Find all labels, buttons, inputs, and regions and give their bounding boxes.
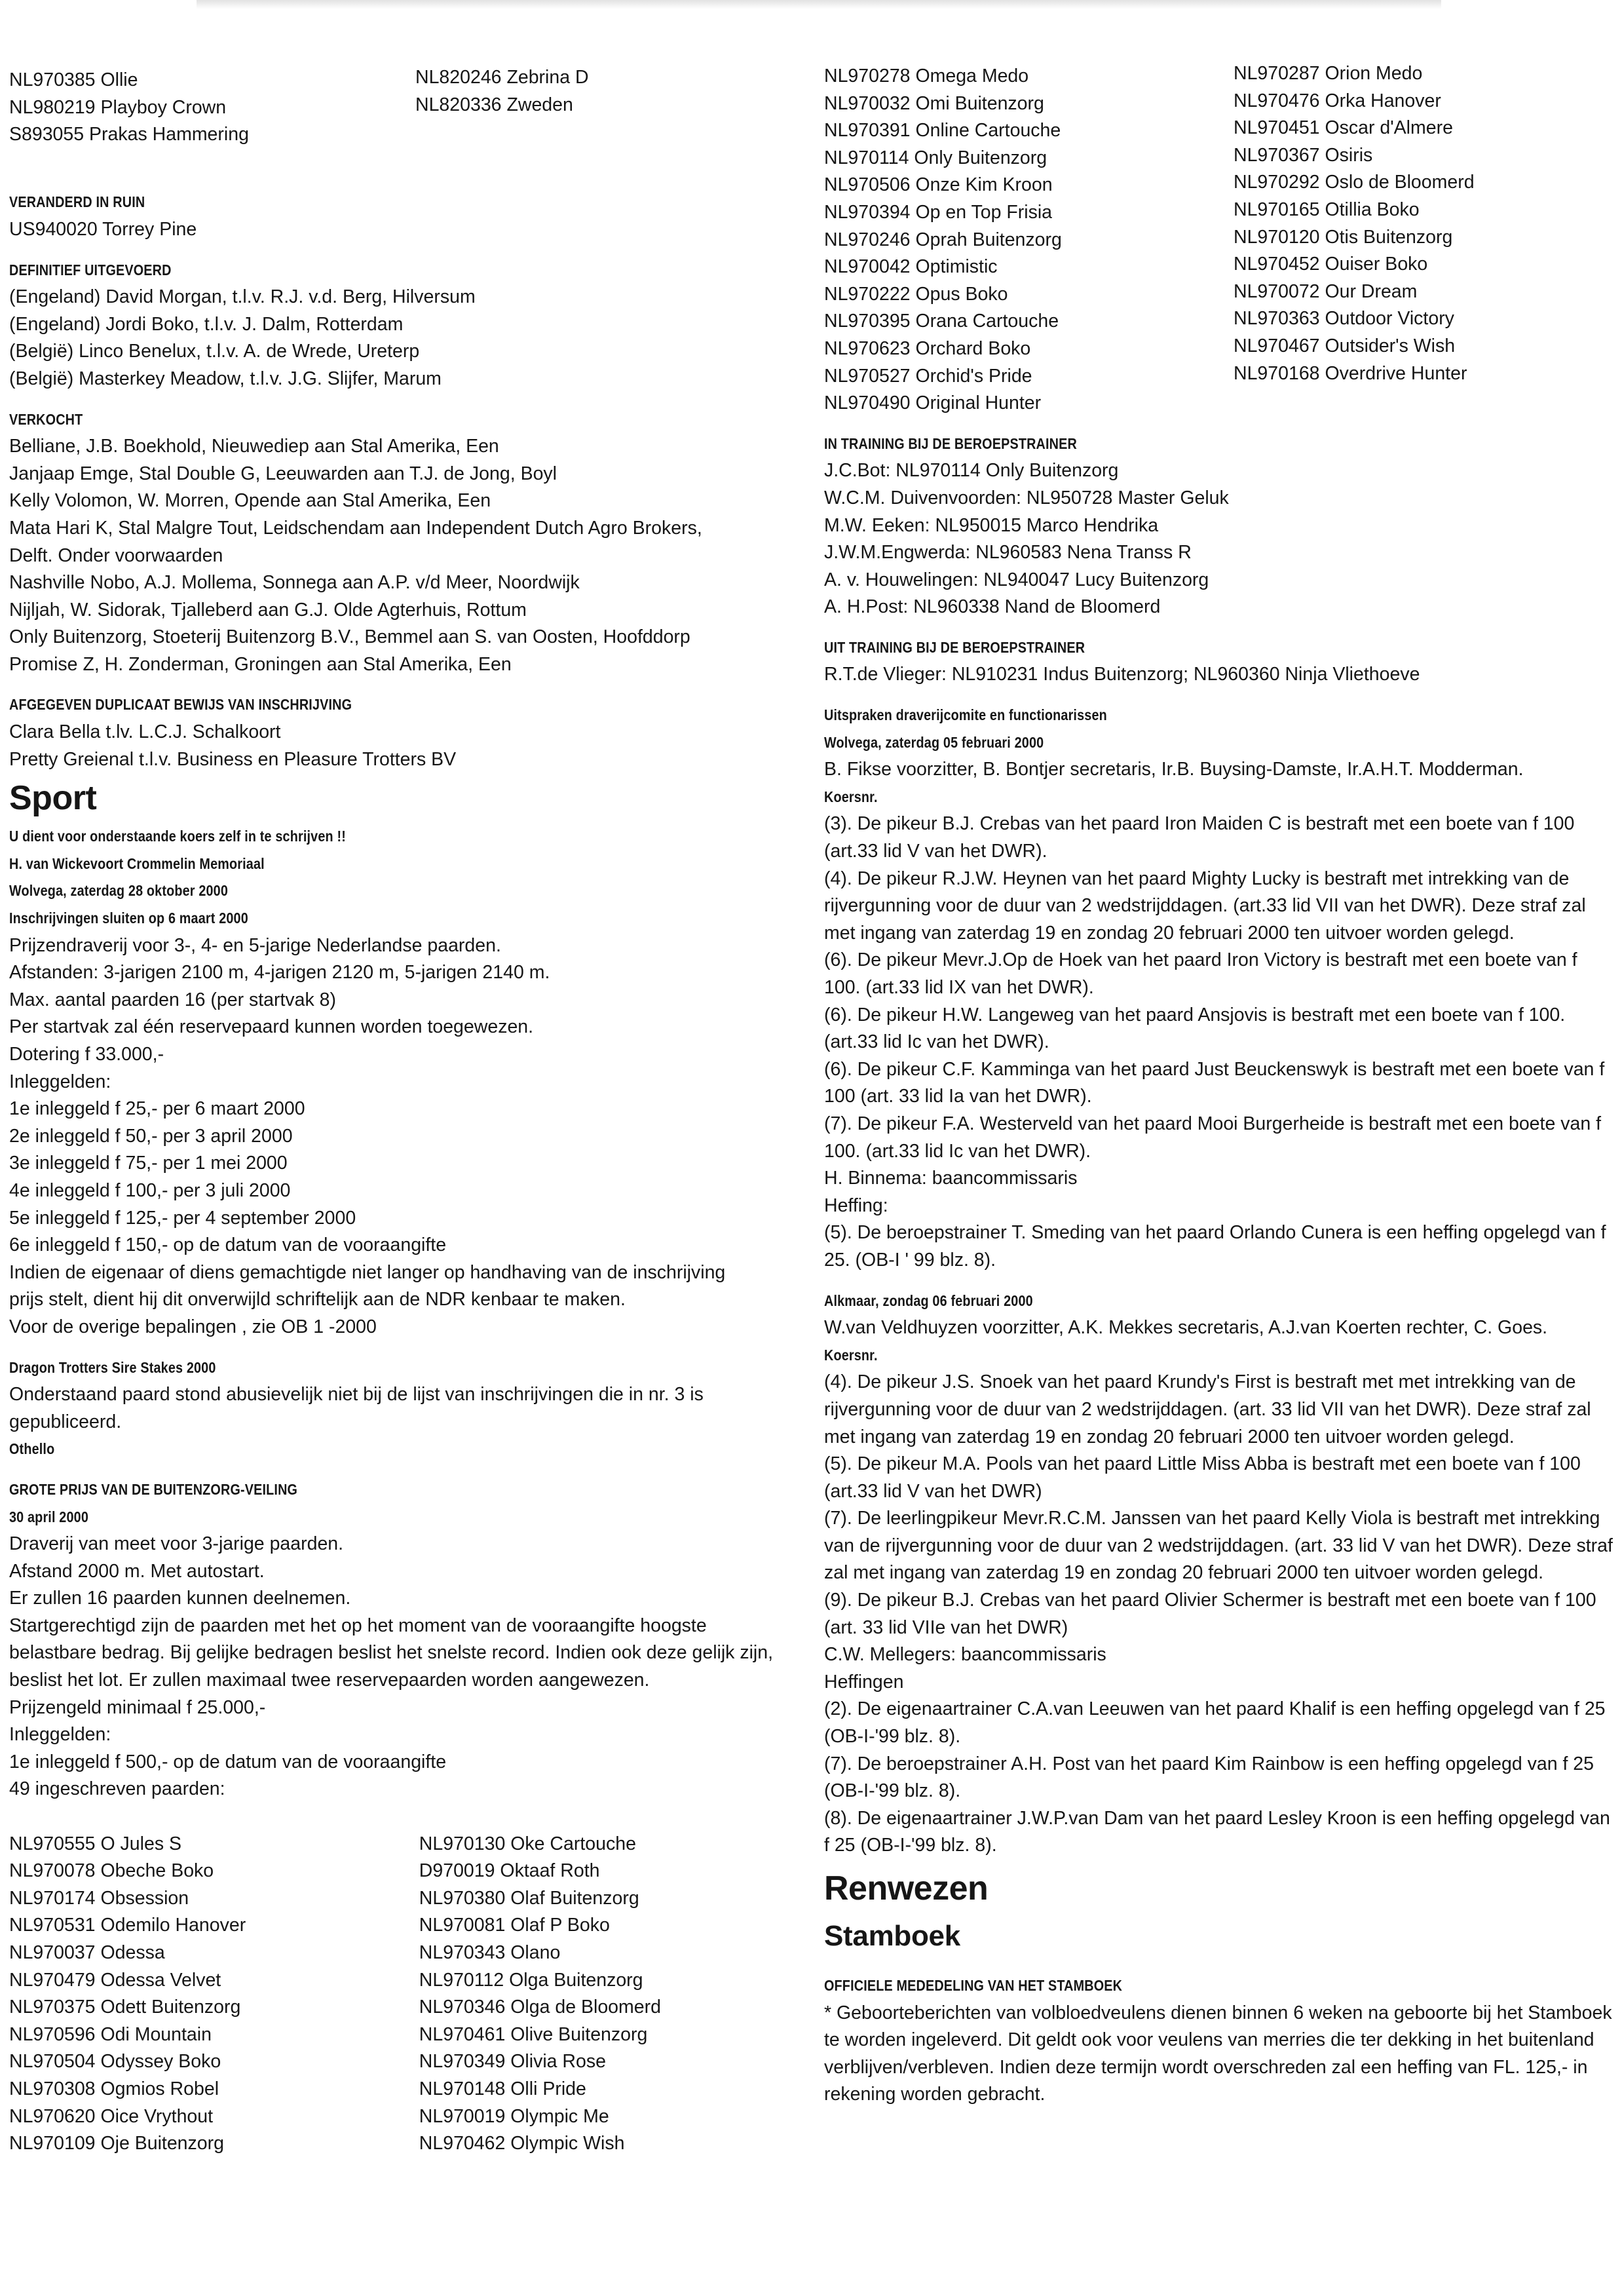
list-item: (Engeland) David Morgan, t.l.v. R.J. v.d. Berg, Hilversum [9,286,476,308]
list-item: NL970287 Orion Medo [1234,63,1423,84]
list-item: NL970346 Olga de Bloomerd [419,1997,661,2018]
renwezen-title: Renwezen [824,1869,989,1907]
text-line: Indien de eigenaar of diens gemachtigde niet langer op handhaving van de inschrijving [9,1261,726,1283]
list-item: Clara Bella t.lv. L.C.J. Schalkoort [9,721,281,743]
list-item: NL970490 Original Hunter [824,392,1042,414]
text-line: Voor de overige bepalingen , zie OB 1 -2000 [9,1316,377,1337]
list-item: NL970019 Olympic Me [419,2105,609,2127]
ruling: (4). De pikeur R.J.W. Heynen van het paard Mighty Lucky is bestraft met intrekking van de rijvergunning voor de duur van 2 wedstrijddagen. (art.33 lid VII van het DWR). Deze straf zal met ingang van zaterdag 19 en zondag 20 februari 2000 ten uitvoer worden gelegd. [824,868,1586,944]
race-title: GROTE PRIJS VAN DE BUITENZORG-VEILING [9,1480,298,1498]
scan-top-shadow [197,0,1441,9]
list-item: Only Buitenzorg, Stoeterij Buitenzorg B.V., Bemmel aan S. van Oosten, Hoofddorp [9,626,690,648]
ruling: (5). De pikeur M.A. Pools van het paard Little Miss Abba is bestraft met een boete van f 100 (art.33 lid V van het DWR) [824,1453,1581,1502]
list-item: NL970385 Ollie [9,69,138,90]
list-item: R.T.de Vlieger: NL910231 Indus Buitenzorg; NL960360 Ninja Vliethoeve [824,664,1420,685]
text-line: Afstanden: 3-jarigen 2100 m, 4-jarigen 2120 m, 5-jarigen 2140 m. [9,962,550,984]
ruling: (6). De pikeur H.W. Langeweg van het paard Ansjovis is bestraft met een boete van f 100. (art.33 lid Ic van het DWR). [824,1004,1566,1053]
list-item: NL970479 Odessa Velvet [9,1969,221,1991]
list-item: Promise Z, H. Zonderman, Groningen aan Stal Amerika, Een [9,653,512,675]
list-item: S893055 Prakas Hammering [9,124,249,145]
list-item: US940020 Torrey Pine [9,218,197,240]
list-item: NL970292 Oslo de Bloomerd [1234,172,1475,193]
list-item: A. v. Houwelingen: NL940047 Lucy Buitenzorg [824,569,1209,590]
list-item: NL970308 Ogmios Robel [9,2078,219,2099]
list-item: NL970375 Odett Buitenzorg [9,1997,241,2018]
text-line: 3e inleggeld f 75,- per 1 mei 2000 [9,1153,288,1174]
text-line: Prijzengeld minimaal f 25.000,- [9,1696,266,1718]
text-line: 4e inleggeld f 100,- per 3 juli 2000 [9,1179,291,1201]
list-item: NL970112 Olga Buitenzorg [419,1969,643,1991]
list-item: NL970467 Outsider's Wish [1234,335,1456,356]
ruling: (6). De pikeur C.F. Kamminga van het paard Just Beuckenswyk is bestraft met een boete van f 100 (art. 33 lid Ia van het DWR). [824,1058,1605,1107]
paragraph: Onderstaand paard stond abusievelijk niet bij de lijst van inschrijvingen die in nr. 3 is gepubliceerd. [9,1384,704,1432]
list-item: M.W. Eeken: NL950015 Marco Hendrika [824,514,1159,536]
list-item: Pretty Greienal t.l.v. Business en Pleasure Trotters BV [9,748,457,770]
list-item: NL970452 Ouiser Boko [1234,254,1428,275]
koersnr-label: Koersnr. [824,1346,878,1364]
section-heading: VERANDERD IN RUIN [9,193,145,211]
commissaris: H. Binnema: baancommissaris [824,1168,1078,1189]
list-item: NL820336 Zweden [415,94,573,115]
list-item: Nashville Nobo, A.J. Mollema, Sonnega aan A.P. v/d Meer, Noordwijk [9,572,580,594]
ruling: (7). De beroepstrainer A.H. Post van het paard Kim Rainbow is een heffing opgelegd van f 25 (OB-I-'99 blz. 8). [824,1753,1594,1802]
ruling: (5). De beroepstrainer T. Smeding van het paard Orlando Cunera is een heffing opgelegd van f 25. (OB-I ' 99 blz. 8). [824,1222,1606,1271]
list-item: NL970246 Oprah Buitenzorg [824,229,1062,250]
ruling: (2). De eigenaartrainer C.A.van Leeuwen van het paard Khalif is een heffing opgelegd van f 25 (OB-I-'99 blz. 8). [824,1698,1606,1748]
list-item: NL970596 Odi Mountain [9,2023,212,2045]
list-item: NL970222 Opus Boko [824,283,1008,305]
entries-list [9,1831,795,2158]
list-item: NL970527 Orchid's Pride [824,365,1032,387]
race-title: H. van Wickevoort Crommelin Memoriaal [9,854,265,872]
list-item: NL970109 Oje Buitenzorg [9,2133,224,2154]
list-item: NL970168 Overdrive Hunter [1234,362,1467,384]
ruling: (7). De leerlingpikeur Mevr.R.C.M. Janssen van het paard Kelly Viola is bestraft met intrekking van de rijvergunning voor de duur van 2 wedstrijddagen. (art. 33 lid V van het DWR). Deze straf zal met ingang van zaterdag 19 en zondag 20 februari 2000 ten uitvoer worden gelegd. [824,1508,1613,1584]
list-item: NL970363 Outdoor Victory [1234,308,1454,330]
list-item: J.C.Bot: NL970114 Only Buitenzorg [824,460,1119,482]
list-item: Delft. Onder voorwaarden [9,545,223,566]
ruling: (3). De pikeur B.J. Crebas van het paard Iron Maiden C is bestraft met een boete van f 100 (art.33 lid V van het DWR). [824,813,1575,862]
list-item: Janjaap Emge, Stal Double G, Leeuwarden aan T.J. de Jong, Boyl [9,463,557,484]
text-line: Afstand 2000 m. Met autostart. [9,1560,265,1582]
heffingen-label: Heffingen [824,1671,904,1693]
list-item: NL970081 Olaf P Boko [419,1915,610,1936]
list-item: J.W.M.Engwerda: NL960583 Nena Transs R [824,542,1192,564]
heffing-label: Heffing: [824,1195,888,1216]
race-title: Dragon Trotters Sire Stakes 2000 [9,1358,216,1376]
section-heading: DEFINITIEF UITGEVOERD [9,261,172,278]
text-line: Prijzendraverij voor 3-, 4- en 5-jarige Nederlandse paarden. [9,934,501,956]
section-heading: VERKOCHT [9,410,83,428]
list-item: NL970451 Oscar d'Almere [1234,117,1453,139]
list-item: NL970504 Odyssey Boko [9,2051,221,2073]
closing-date: Inschrijvingen sluiten op 6 maart 2000 [9,909,248,927]
list-item: (Engeland) Jordi Boko, t.l.v. J. Dalm, Rotterdam [9,313,404,335]
list-item: NL970620 Oice Vrythout [9,2105,214,2127]
list-item: NL980219 Playboy Crown [9,96,227,118]
list-item: NL970506 Onze Kim Kroon [824,174,1053,196]
list-item: (België) Masterkey Meadow, t.l.v. J.G. Slijfer, Marum [9,368,442,389]
ruling: (7). De pikeur F.A. Westerveld van het paard Mooi Burgerheide is bestraft met een boete van f 100. (art.33 lid Ic van het DWR). [824,1113,1602,1162]
list-item: D970019 Oktaaf Roth [419,1860,600,1882]
list-item: NL970165 Otillia Boko [1234,199,1420,220]
list-item: NL970391 Online Cartouche [824,120,1061,142]
officials: B. Fikse voorzitter, B. Bontjer secretaris, Ir.B. Buysing-Damste, Ir.A.H.T. Modderman. [824,759,1524,780]
entries-list-continued [824,63,1617,417]
text-line: Inleggelden: [9,1724,111,1746]
list-item: W.C.M. Duivenvoorden: NL950728 Master Geluk [824,487,1229,508]
list-item: NL970174 Obsession [9,1887,189,1909]
list-item: A. H.Post: NL960338 Nand de Bloomerd [824,596,1161,618]
list-item: NL970555 O Jules S [9,1833,181,1854]
ruling: (4). De pikeur J.S. Snoek van het paard Krundy's First is bestraft met met intrekking van de rijvergunning voor de duur van 2 wedstrijddagen. (art. 33 lid VII van het DWR). Deze straf zal met ingang van zaterdag 19 en zondag 20 februari 2000 ten uitvoer worden gelegd. [824,1371,1591,1447]
ruling: (8). De eigenaartrainer J.W.P.van Dam van het paard Lesley Kroon is een heffing opgelegd van f 25 (OB-I-'99 blz. 8). [824,1807,1610,1856]
list-item: NL970394 Op en Top Frisia [824,201,1053,223]
text-line: Max. aantal paarden 16 (per startvak 8) [9,989,337,1010]
text-line: Per startvak zal één reservepaard kunnen worden toegewezen. [9,1016,534,1038]
list-item: NL970380 Olaf Buitenzorg [419,1887,639,1909]
list-item: NL970120 Otis Buitenzorg [1234,226,1453,248]
text-line: Er zullen 16 paarden kunnen deelnemen. [9,1588,351,1609]
text-line: 1e inleggeld f 25,- per 6 maart 2000 [9,1098,305,1120]
list-item: NL970531 Odemilo Hanover [9,1915,246,1936]
list-item: NL970130 Oke Cartouche [419,1833,636,1854]
text-line: Inleggelden: [9,1071,111,1092]
list-item: NL970072 Our Dream [1234,280,1418,302]
list-item: NL970461 Olive Buitenzorg [419,2023,648,2045]
ruling: (6). De pikeur Mevr.J.Op de Hoek van het paard Iron Victory is bestraft met een boete van f 100. (art.33 lid IX van het DWR). [824,949,1577,998]
list-item: Mata Hari K, Stal Malgre Tout, Leidschendam aan Independent Dutch Agro Brokers, [9,517,702,539]
text-line: Dotering f 33.000,- [9,1044,164,1065]
commissaris: C.W. Mellegers: baancommissaris [824,1644,1106,1666]
list-item: NL970462 Olympic Wish [419,2133,625,2154]
race-date: 30 april 2000 [9,1508,89,1525]
section-heading: Uitspraken draverijcomite en functionarissen [824,706,1107,724]
section-heading: UIT TRAINING BIJ DE BEROEPSTRAINER [824,638,1085,656]
list-item: NL970148 Olli Pride [419,2078,586,2099]
list-item: NL970343 Olano [419,1942,561,1963]
section-heading: IN TRAINING BIJ DE BEROEPSTRAINER [824,434,1077,452]
text-line: Draverij van meet voor 3-jarige paarden. [9,1533,344,1555]
list-item: Kelly Volomon, W. Morren, Opende aan Stal Amerika, Een [9,490,491,512]
list-item: NL970278 Omega Medo [824,66,1029,86]
paragraph: Startgerechtigd zijn de paarden met het op het moment van de vooraangifte hoogste belastbare bedrag. Bij gelijke bedragen beslist het snelste record. Indien ook deze gelijk zijn, beslist het lot. Er zullen maximaal twee reservepaarden worden aangewezen. [9,1615,774,1691]
text-line: 2e inleggeld f 50,- per 3 april 2000 [9,1125,293,1147]
list-item: NL970078 Obeche Boko [9,1860,214,1882]
text-line: prijs stelt, dient hij dit onverwijld schriftelijk aan de NDR kenbaar te maken. [9,1289,626,1311]
list-item: Belliane, J.B. Boekhold, Nieuwediep aan Stal Amerika, Een [9,436,499,457]
officials: W.van Veldhuyzen voorzitter, A.K. Mekkes secretaris, A.J.van Koerten rechter, C. Goes. [824,1317,1548,1339]
list-item: NL970042 Optimistic [824,256,998,278]
horse-name: Othello [9,1440,55,1458]
left-column [9,67,795,2158]
list-item: NL970037 Odessa [9,1942,165,1963]
text-line: 1e inleggeld f 500,- op de datum van de vooraangifte [9,1751,447,1772]
right-column [824,63,1617,2109]
list-item: NL970349 Olivia Rose [419,2051,606,2073]
list-item: NL970623 Orchard Boko [824,337,1031,359]
koersnr-label: Koersnr. [824,788,878,805]
list-item: NL970395 Orana Cartouche [824,311,1059,332]
text-line: 49 ingeschreven paarden: [9,1778,225,1800]
text-line: 5e inleggeld f 125,- per 4 september 2000 [9,1207,356,1229]
text-line: 6e inleggeld f 150,- op de datum van de vooraangifte [9,1234,447,1256]
race-date: Wolvega, zaterdag 28 oktober 2000 [9,882,229,900]
names-top [9,67,795,149]
list-item: (België) Linco Benelux, t.l.v. A. de Wrede, Ureterp [9,341,420,362]
list-item: NL970476 Orka Hanover [1234,90,1441,111]
section-heading: OFFICIELE MEDEDELING VAN HET STAMBOEK [824,1977,1123,1994]
ruling: (9). De pikeur B.J. Crebas van het paard Olivier Schermer is bestraft met een boete van f 100 (art. 33 lid VIIe van het DWR) [824,1590,1596,1638]
list-item: NL970367 Osiris [1234,144,1373,166]
meeting-date: Alkmaar, zondag 06 februari 2000 [824,1292,1033,1309]
meeting-date: Wolvega, zaterdag 05 februari 2000 [824,733,1044,751]
list-item: NL820246 Zebrina D [415,67,589,88]
section-heading: AFGEGEVEN DUPLICAAT BEWIJS VAN INSCHRIJVING [9,696,352,714]
list-item: NL970032 Omi Buitenzorg [824,92,1044,114]
paragraph: * Geboorteberichten van volbloedveulens dienen binnen 6 weken na geboorte bij het Stamboek te worden ingeleverd. Dit geldt ook voor veulens van merries die ter dekking in het buitenland verblijven/verbleven. Indien deze termijn wordt overschreden zal een heffing van FL. 125,- in rekening worden gebracht. [824,2002,1612,2105]
notice: U dient voor onderstaande koers zelf in te schrijven !! [9,828,346,845]
sport-title: Sport [9,779,97,818]
stamboek-title: Stamboek [824,1920,960,1952]
list-item: Nijljah, W. Sidorak, Tjalleberd aan G.J. Olde Agterhuis, Rottum [9,599,527,621]
list-item: NL970114 Only Buitenzorg [824,147,1047,168]
